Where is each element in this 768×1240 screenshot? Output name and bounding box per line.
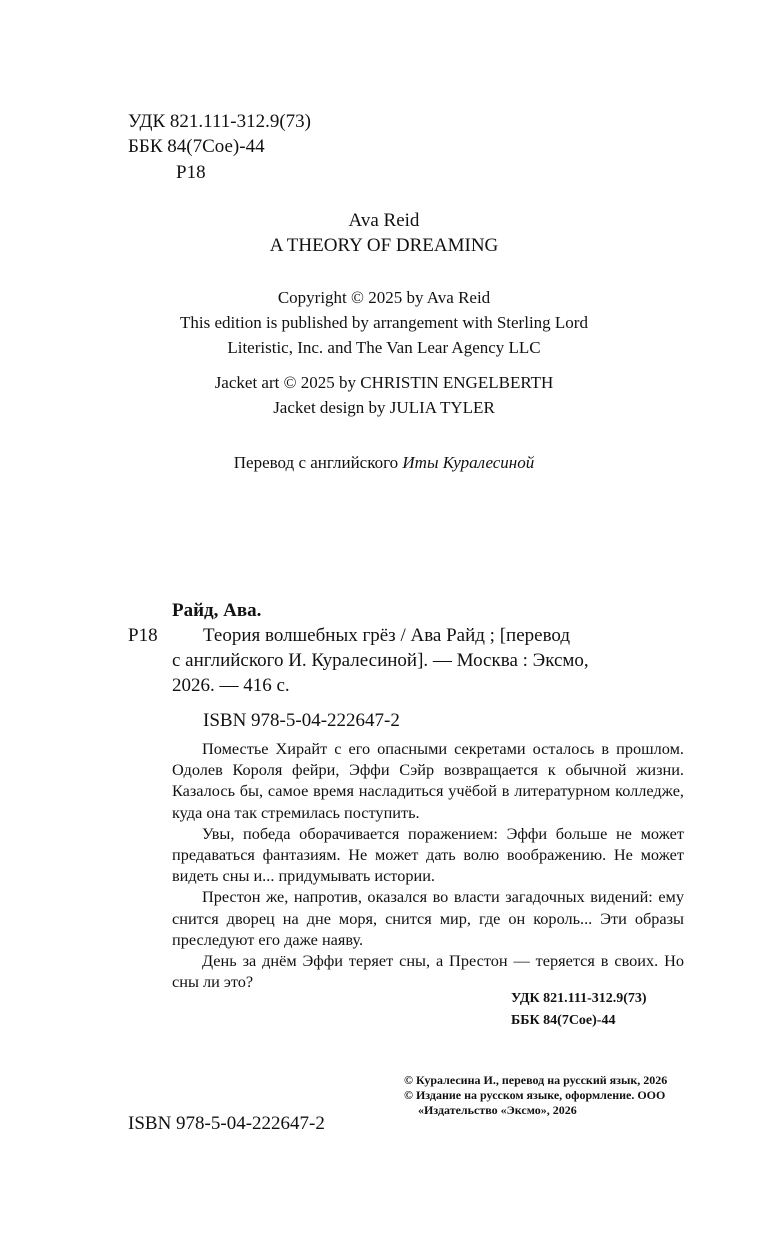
bib-mark: Р18 — [128, 625, 158, 646]
translation-prefix: Перевод с английского — [233, 453, 403, 472]
bib-line-2: с английского И. Куралесиной]. — Москва : Эксмо, — [172, 650, 589, 671]
annotation-paragraph-4: День за днём Эффи теряет сны, а Престон — теряется в своих. Но сны ли это? — [172, 951, 684, 992]
copyright-line-1: Copyright © 2025 by Ava Reid — [277, 288, 491, 307]
footer-isbn: ISBN 978-5-04-222647-2 — [128, 1113, 325, 1134]
class-bbk: ББК 84(7Сое)-44 — [511, 1013, 616, 1028]
original-author: Ava Reid — [348, 210, 420, 231]
jacket-art-credit: Jacket art © 2025 by CHRISTIN ENGELBERTH — [214, 373, 554, 392]
legal-notices — [404, 1073, 694, 1118]
bib-isbn: ISBN 978-5-04-222647-2 — [203, 710, 400, 731]
top-udk: УДК 821.111-312.9(73) — [128, 111, 311, 132]
translation-credit — [128, 450, 640, 475]
top-author-mark: Р18 — [176, 162, 206, 183]
edition-copyright: © Издание на русском языке, оформление. ООО «Издательство «Эксмо», 2026 — [404, 1088, 666, 1117]
jacket-design-credit: Jacket design by JULIA TYLER — [273, 398, 495, 417]
bib-author-heading: Райд, Ава. — [172, 600, 262, 621]
annotation-paragraph-2: Увы, победа оборачивается поражением: Эффи больше не может предаваться фантазиям. Не может дать волю воображению. Не может видеть сны и... придумывать истории. — [172, 823, 684, 886]
class-udk: УДК 821.111-312.9(73) — [511, 991, 647, 1006]
bib-line-1: Теория волшебных грёз / Ава Райд ; [перевод — [203, 625, 571, 646]
translation-copyright: © Куралесина И., перевод на русский язык, 2026 — [404, 1073, 668, 1087]
annotation-paragraph-3: Престон же, напротив, оказался во власти загадочных видений: ему снится дворец на дне моря, снится мир, где он король... Эти образы преследуют его даже наяву. — [172, 887, 684, 949]
copyright-line-2: This edition is published by arrangement with Sterling Lord — [180, 313, 588, 332]
annotation-paragraph-1: Поместье Хирайт с его опасными секретами осталось в прошлом. Одолев Короля фейри, Эффи Сэйр возвращается к обычной жизни. Казалось бы, самое время насладиться учёбой в литературном колледже, куда она так стремилась поступить. — [172, 739, 684, 822]
annotation — [172, 738, 684, 992]
copyright-line-3: Literistic, Inc. and The Van Lear Agency LLC — [227, 338, 541, 357]
original-title: A THEORY OF DREAMING — [269, 235, 499, 256]
top-bbk: ББК 84(7Сое)-44 — [128, 136, 265, 157]
translator-name: Иты Куралесиной — [402, 453, 535, 472]
bib-line-3: 2026. — 416 с. — [172, 675, 290, 696]
